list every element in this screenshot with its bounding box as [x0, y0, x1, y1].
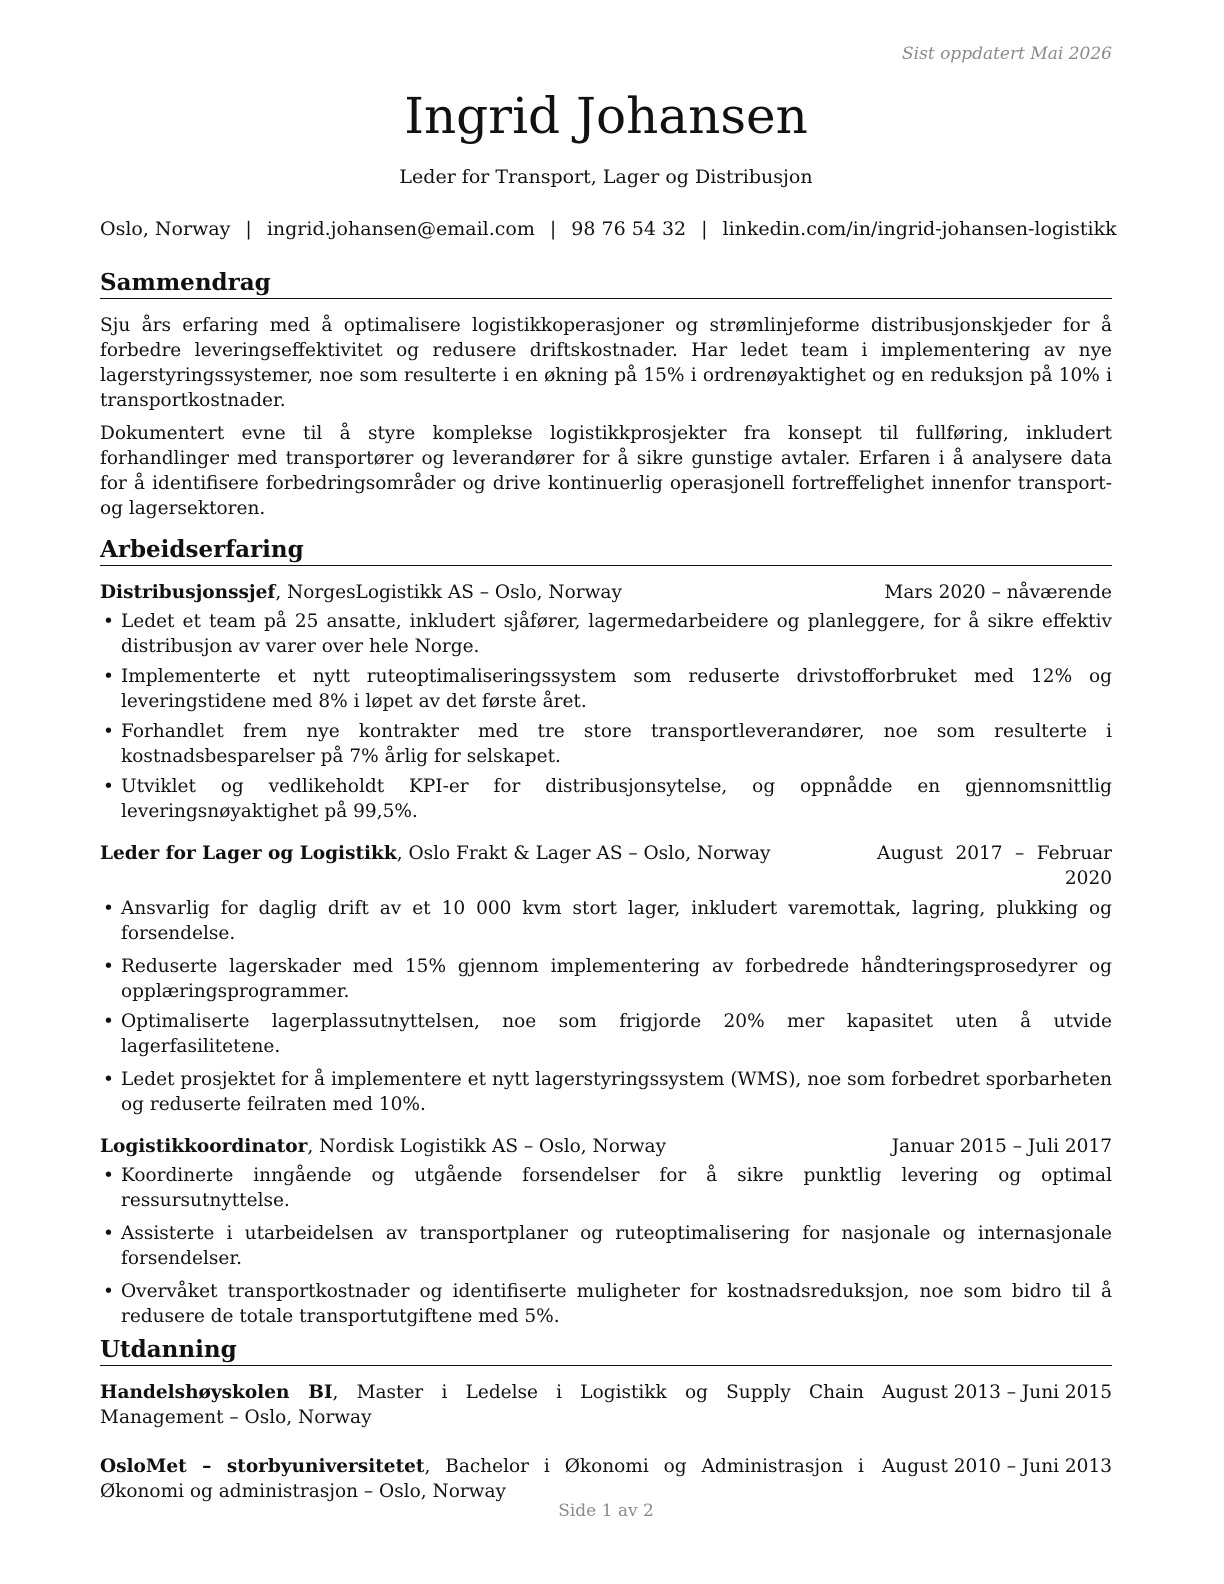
summary-section	[100, 299, 1112, 521]
job-title-line	[100, 841, 859, 866]
section-title-education: Utdanning	[100, 1335, 1112, 1366]
education-title-line	[100, 1454, 864, 1504]
job-title-line	[100, 580, 866, 605]
last-updated: Sist oppdatert Mai 2026	[902, 44, 1112, 64]
list-item: • Optimaliserte lagerplassutnyttelsen, noe som frigjorde 20% mer kapasitet uten å utvide lagerfasilitetene.	[103, 1011, 1112, 1057]
summary-paragraph: Dokumentert evne til å styre komplekse logistikkprosjekter fra konsept til fullføring, inkludert forhandlinger med transportører og leverandører for å sikre gunstige avtaler. Erfaren i å analysere data for å identifisere forbedringsområder og drive kontinuerlig operasjonell fortreffelighet innenfor transport- og lagersektoren.	[100, 423, 1112, 519]
summary-paragraph: Sju års erfaring med å optimalisere logistikkoperasjoner og strømlinjeforme distribusjonskjeder for å forbedre leveringseffektivitet og redusere driftskostnader. Har ledet team i implementering av nye lagerstyringssystemer, noe som resulterte i en økning på 15% i ordrenøyaktighet og en reduksjon på 10% i transportkostnader.	[100, 315, 1112, 411]
education-entry	[100, 1380, 1112, 1430]
contact-line	[100, 218, 1117, 240]
job-position: Distribusjonssjef	[100, 582, 276, 603]
page-number: Side 1 av 2	[558, 1501, 654, 1521]
job-entry	[100, 580, 1112, 824]
job-dates: Januar 2015 – Juli 2017	[891, 1136, 1112, 1157]
contact-linkedin[interactable]: linkedin.com/in/ingrid-johansen-logistikk	[722, 218, 1117, 240]
job-dates: Mars 2020 – nåværende	[884, 582, 1112, 603]
list-item: • Koordinerte inngående og utgående forsendelser for å sikre punktlig levering og optimal ressursutnyttelse.	[103, 1165, 1112, 1211]
job-header	[100, 1134, 1112, 1159]
job-company: , Nordisk Logistikk AS – Oslo, Norway	[307, 1136, 667, 1157]
job-bullets	[100, 609, 1112, 824]
job-entry	[100, 1134, 1112, 1329]
contact-separator: |	[701, 218, 708, 240]
job-title-line	[100, 1134, 874, 1159]
resume-content	[100, 268, 1112, 1504]
job-header	[100, 841, 1112, 891]
job-header	[100, 580, 1112, 605]
list-item: • Overvåket transportkostnader og identifiserte muligheter for kostnadsreduksjon, noe som bidro til å redusere de totale transportutgiftene med 5%.	[103, 1281, 1112, 1327]
list-item: • Ansvarlig for daglig drift av et 10 000 kvm stort lager, inkludert varemottak, lagring, plukking og forsendelse.	[103, 898, 1112, 944]
job-bullets	[100, 1163, 1112, 1329]
section-title-summary: Sammendrag	[100, 268, 1112, 299]
education-entry	[100, 1454, 1112, 1504]
list-item: • Ledet et team på 25 ansatte, inkludert sjåfører, lagermedarbeidere og planleggere, for å sikre effektiv distribusjon av varer over hele Norge.	[103, 611, 1112, 657]
education-school: Handelshøyskolen BI	[100, 1382, 333, 1403]
job-bullets	[100, 896, 1112, 1117]
list-item: • Implementerte et nytt ruteoptimaliseringssystem som reduserte drivstofforbruket med 12% og leveringstidene med 8% i løpet av det første året.	[103, 666, 1112, 712]
contact-location: Oslo, Norway	[100, 218, 231, 240]
education-school: OsloMet – storbyuniversitetet	[100, 1456, 425, 1477]
job-entry	[100, 841, 1112, 1117]
candidate-name: Ingrid Johansen	[404, 87, 808, 145]
list-item: • Ledet prosjektet for å implementere et nytt lagerstyringssystem (WMS), noe som forbedret sporbarheten og reduserte feilraten med 10%.	[103, 1069, 1112, 1115]
section-title-experience: Arbeidserfaring	[100, 535, 1112, 566]
list-item: • Reduserte lagerskader med 15% gjennom implementering av forbedrede håndteringsprosedyrer og opplæringsprogrammer.	[103, 956, 1112, 1002]
contact-separator: |	[549, 218, 557, 240]
education-detail: , Bachelor i Økonomi og Administrasjon i Økonomi og administrasjon – Oslo, Norway	[100, 1456, 864, 1502]
contact-phone: 98 76 54 32	[571, 218, 687, 240]
list-item: • Utviklet og vedlikeholdt KPI-er for distribusjonsytelse, og oppnådde en gjennomsnittlig leveringsnøyaktighet på 99,5%.	[103, 776, 1112, 822]
education-detail: , Master i Ledelse i Logistikk og Supply Chain Management – Oslo, Norway	[100, 1382, 864, 1428]
education-dates: August 2010 – Juni 2013	[881, 1456, 1112, 1477]
job-company: , NorgesLogistikk AS – Oslo, Norway	[275, 582, 622, 603]
job-dates: August 2017 – Februar 2020	[877, 843, 1112, 889]
candidate-role: Leder for Transport, Lager og Distribusjon	[399, 166, 813, 188]
job-position: Leder for Lager og Logistikk	[100, 843, 397, 864]
list-item: • Assisterte i utarbeidelsen av transportplaner og ruteoptimalisering for nasjonale og internasjonale forsendelser.	[103, 1223, 1112, 1269]
contact-separator: |	[245, 218, 252, 240]
resume-page	[100, 0, 1117, 1584]
job-company: , Oslo Frakt & Lager AS – Oslo, Norway	[396, 843, 771, 864]
job-position: Logistikkoordinator	[100, 1136, 308, 1157]
education-title-line	[100, 1380, 864, 1430]
education-dates: August 2013 – Juni 2015	[881, 1382, 1112, 1403]
contact-email[interactable]: ingrid.johansen@email.com	[266, 218, 535, 240]
list-item: • Forhandlet frem nye kontrakter med tre store transportleverandører, noe som resulterte i kostnadsbesparelser på 7% årlig for selskapet.	[103, 721, 1112, 767]
